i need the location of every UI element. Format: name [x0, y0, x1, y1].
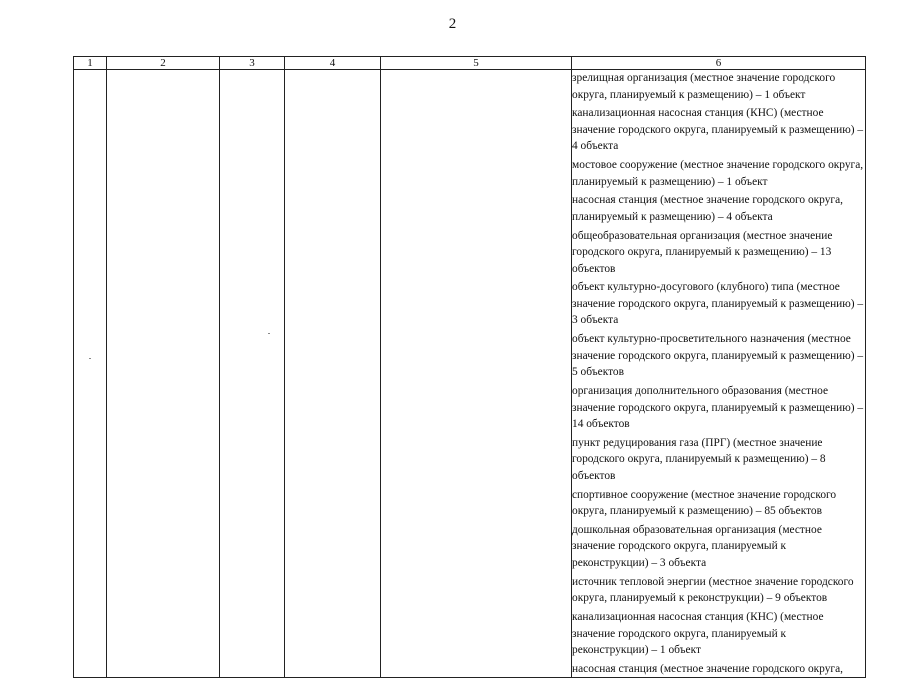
cell-column-2: [107, 70, 220, 678]
column-header-5: 5: [381, 57, 572, 70]
column-header-3: 3: [220, 57, 285, 70]
column-header-6: 6: [572, 57, 866, 70]
list-item: канализационная насосная станция (КНС) (местное значение городского округа, планируемый к реконструкции) – 1 объект: [572, 611, 824, 657]
column-header-1: 1: [74, 57, 107, 70]
list-item: насосная станция (местное значение городского округа, планируемый к размещению) – 4 объекта: [572, 194, 843, 223]
page-number: 2: [448, 16, 457, 32]
list-item: спортивное сооружение (местное значение городского округа, планируемый к размещению) – 85 объектов: [572, 488, 837, 518]
column-header-4: 4: [285, 57, 381, 70]
list-item: объект культурно-просветительного назначения (местное значение городского округа, планируемый к размещению) – 5 объектов: [572, 333, 864, 379]
cell-column-6: [572, 70, 866, 678]
cell-column-1: [74, 70, 107, 678]
table-row: [74, 70, 866, 678]
table-header-row: [74, 57, 866, 70]
list-item: источник тепловой энергии (местное значение городского округа, планируемый к реконструкции) – 9 объектов: [572, 575, 854, 605]
cell-column-5: [381, 70, 572, 678]
list-item: объект культурно-досугового (клубного) типа (местное значение городского округа, планируемый к размещению) – 3 объекта: [572, 281, 864, 327]
list-item: организация дополнительного образования (местное значение городского округа, планируемый к размещению) – 14 объектов: [572, 385, 864, 431]
cell-column-3: [220, 70, 285, 678]
list-item: насосная станция (местное значение городского округа,: [572, 662, 843, 675]
list-item: пункт редуцирования газа (ПРГ) (местное значение городского округа, планируемый к размещению) – 8 объектов: [572, 436, 826, 482]
data-table: [73, 56, 866, 678]
list-item: мостовое сооружение (местное значение городского округа, планируемый к размещению) – 1 объект: [572, 159, 864, 188]
list-item: зрелищная организация (местное значение городского округа, планируемый к размещению) – 1 объект: [572, 72, 836, 101]
list-item: дошкольная образовательная организация (местное значение городского округа, планируемый к реконструкции) – 3 объекта: [572, 523, 822, 569]
column-header-2: 2: [107, 57, 220, 70]
list-item: общеобразовательная организация (местное значение городского округа, планируемый к размещению) – 13 объектов: [572, 229, 833, 275]
list-item: канализационная насосная станция (КНС) (местное значение городского округа, планируемый к размещению) – 4 объекта: [572, 107, 864, 153]
cell-column-4: [285, 70, 381, 678]
scan-speck: [89, 358, 91, 359]
scan-speck: [268, 333, 270, 334]
